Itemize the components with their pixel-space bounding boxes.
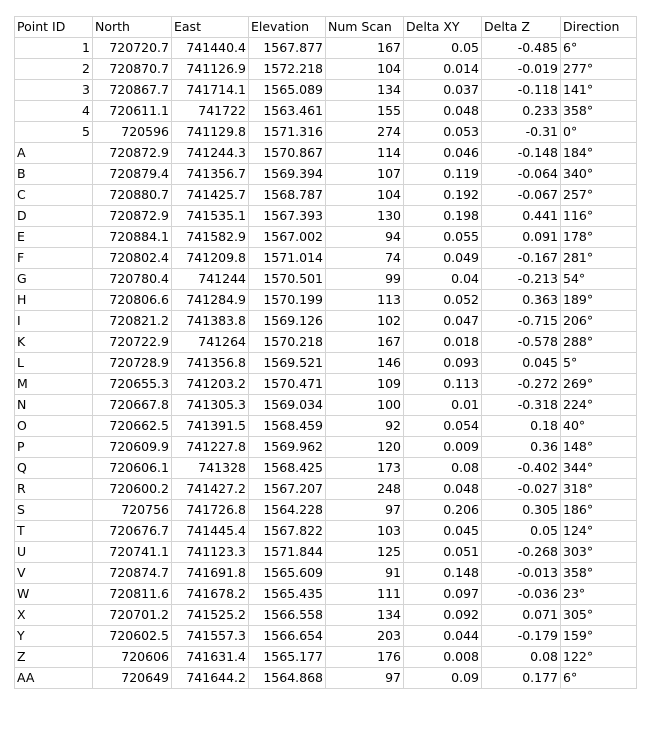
cell-east[interactable]: 741714.1: [172, 80, 249, 101]
cell-elevation[interactable]: 1567.822: [249, 521, 326, 542]
cell-delta-z[interactable]: -0.118: [482, 80, 561, 101]
cell-delta-xy[interactable]: 0.092: [404, 605, 482, 626]
cell-id[interactable]: 2: [15, 59, 93, 80]
column-header-direction[interactable]: Direction: [561, 17, 637, 38]
cell-elevation[interactable]: 1570.218: [249, 332, 326, 353]
cell-north[interactable]: 720722.9: [93, 332, 172, 353]
cell-north[interactable]: 720662.5: [93, 416, 172, 437]
cell-num-scan[interactable]: 92: [326, 416, 404, 437]
cell-elevation[interactable]: 1568.459: [249, 416, 326, 437]
cell-elevation[interactable]: 1570.471: [249, 374, 326, 395]
cell-north[interactable]: 720720.7: [93, 38, 172, 59]
cell-num-scan[interactable]: 167: [326, 38, 404, 59]
column-header-delta-z[interactable]: Delta Z: [482, 17, 561, 38]
cell-direction[interactable]: 281°: [561, 248, 637, 269]
cell-direction[interactable]: 6°: [561, 668, 637, 689]
cell-num-scan[interactable]: 74: [326, 248, 404, 269]
cell-delta-z[interactable]: -0.179: [482, 626, 561, 647]
cell-north[interactable]: 720606: [93, 647, 172, 668]
cell-elevation[interactable]: 1567.877: [249, 38, 326, 59]
cell-north[interactable]: 720606.1: [93, 458, 172, 479]
cell-north[interactable]: 720600.2: [93, 479, 172, 500]
table-row: [15, 38, 637, 59]
cell-east[interactable]: 741284.9: [172, 290, 249, 311]
cell-id[interactable]: K: [15, 332, 93, 353]
cell-direction[interactable]: 206°: [561, 311, 637, 332]
cell-north[interactable]: 720872.9: [93, 206, 172, 227]
cell-id[interactable]: A: [15, 143, 93, 164]
table-row: [15, 185, 637, 206]
cell-east[interactable]: 741383.8: [172, 311, 249, 332]
cell-delta-xy[interactable]: 0.198: [404, 206, 482, 227]
cell-elevation[interactable]: 1571.316: [249, 122, 326, 143]
cell-direction[interactable]: 5°: [561, 353, 637, 374]
table-row: [15, 416, 637, 437]
table-row: [15, 626, 637, 647]
cell-elevation[interactable]: 1563.461: [249, 101, 326, 122]
cell-east[interactable]: 741644.2: [172, 668, 249, 689]
cell-delta-z[interactable]: -0.31: [482, 122, 561, 143]
cell-elevation[interactable]: 1572.218: [249, 59, 326, 80]
cell-num-scan[interactable]: 173: [326, 458, 404, 479]
table-row: [15, 143, 637, 164]
cell-delta-z[interactable]: 0.363: [482, 290, 561, 311]
table-row: [15, 479, 637, 500]
cell-east[interactable]: 741722: [172, 101, 249, 122]
cell-east[interactable]: 741691.8: [172, 563, 249, 584]
cell-direction[interactable]: 305°: [561, 605, 637, 626]
cell-east[interactable]: 741328: [172, 458, 249, 479]
cell-id[interactable]: AA: [15, 668, 93, 689]
cell-id[interactable]: L: [15, 353, 93, 374]
cell-num-scan[interactable]: 146: [326, 353, 404, 374]
cell-east[interactable]: 741391.5: [172, 416, 249, 437]
cell-direction[interactable]: 159°: [561, 626, 637, 647]
table-row: [15, 647, 637, 668]
cell-elevation[interactable]: 1571.014: [249, 248, 326, 269]
cell-delta-xy[interactable]: 0.009: [404, 437, 482, 458]
cell-num-scan[interactable]: 104: [326, 59, 404, 80]
cell-delta-z[interactable]: -0.064: [482, 164, 561, 185]
table-row: [15, 206, 637, 227]
cell-east[interactable]: 741525.2: [172, 605, 249, 626]
cell-direction[interactable]: 6°: [561, 38, 637, 59]
cell-elevation[interactable]: 1565.089: [249, 80, 326, 101]
cell-id[interactable]: N: [15, 395, 93, 416]
cell-elevation[interactable]: 1569.126: [249, 311, 326, 332]
cell-elevation[interactable]: 1570.501: [249, 269, 326, 290]
cell-direction[interactable]: 116°: [561, 206, 637, 227]
cell-delta-xy[interactable]: 0.037: [404, 80, 482, 101]
cell-elevation[interactable]: 1565.177: [249, 647, 326, 668]
cell-direction[interactable]: 178°: [561, 227, 637, 248]
cell-elevation[interactable]: 1566.654: [249, 626, 326, 647]
cell-north[interactable]: 720655.3: [93, 374, 172, 395]
cell-delta-xy[interactable]: 0.148: [404, 563, 482, 584]
table-body: [15, 38, 637, 689]
cell-num-scan[interactable]: 248: [326, 479, 404, 500]
cell-id[interactable]: B: [15, 164, 93, 185]
cell-delta-xy[interactable]: 0.051: [404, 542, 482, 563]
cell-delta-xy[interactable]: 0.048: [404, 101, 482, 122]
cell-east[interactable]: 741427.2: [172, 479, 249, 500]
table-row: [15, 353, 637, 374]
cell-delta-xy[interactable]: 0.049: [404, 248, 482, 269]
cell-delta-xy[interactable]: 0.048: [404, 479, 482, 500]
cell-direction[interactable]: 186°: [561, 500, 637, 521]
cell-delta-xy[interactable]: 0.09: [404, 668, 482, 689]
cell-num-scan[interactable]: 113: [326, 290, 404, 311]
table-row: [15, 584, 637, 605]
cell-delta-z[interactable]: -0.027: [482, 479, 561, 500]
cell-id[interactable]: E: [15, 227, 93, 248]
cell-direction[interactable]: 344°: [561, 458, 637, 479]
cell-north[interactable]: 720806.6: [93, 290, 172, 311]
cell-east[interactable]: 741203.2: [172, 374, 249, 395]
cell-north[interactable]: 720676.7: [93, 521, 172, 542]
cell-east[interactable]: 741305.3: [172, 395, 249, 416]
cell-east[interactable]: 741440.4: [172, 38, 249, 59]
cell-id[interactable]: Y: [15, 626, 93, 647]
table-row: [15, 59, 637, 80]
table-row: [15, 458, 637, 479]
cell-num-scan[interactable]: 91: [326, 563, 404, 584]
cell-delta-z[interactable]: -0.715: [482, 311, 561, 332]
cell-id[interactable]: P: [15, 437, 93, 458]
cell-delta-z[interactable]: 0.071: [482, 605, 561, 626]
cell-direction[interactable]: 303°: [561, 542, 637, 563]
cell-east[interactable]: 741557.3: [172, 626, 249, 647]
cell-direction[interactable]: 184°: [561, 143, 637, 164]
cell-east[interactable]: 741535.1: [172, 206, 249, 227]
cell-id[interactable]: Z: [15, 647, 93, 668]
cell-elevation[interactable]: 1568.425: [249, 458, 326, 479]
cell-elevation[interactable]: 1567.002: [249, 227, 326, 248]
cell-delta-z[interactable]: -0.268: [482, 542, 561, 563]
table-row: [15, 542, 637, 563]
cell-id[interactable]: R: [15, 479, 93, 500]
cell-delta-z[interactable]: -0.485: [482, 38, 561, 59]
cell-id[interactable]: X: [15, 605, 93, 626]
cell-north[interactable]: 720756: [93, 500, 172, 521]
cell-north[interactable]: 720701.2: [93, 605, 172, 626]
cell-direction[interactable]: 358°: [561, 101, 637, 122]
cell-elevation[interactable]: 1565.435: [249, 584, 326, 605]
cell-num-scan[interactable]: 104: [326, 185, 404, 206]
cell-id[interactable]: 4: [15, 101, 93, 122]
cell-id[interactable]: Q: [15, 458, 93, 479]
cell-delta-z[interactable]: -0.036: [482, 584, 561, 605]
cell-id[interactable]: W: [15, 584, 93, 605]
cell-elevation[interactable]: 1564.868: [249, 668, 326, 689]
cell-north[interactable]: 720811.6: [93, 584, 172, 605]
cell-delta-z[interactable]: -0.013: [482, 563, 561, 584]
cell-id[interactable]: H: [15, 290, 93, 311]
table-row: [15, 101, 637, 122]
cell-delta-z[interactable]: 0.18: [482, 416, 561, 437]
point-data-table: [14, 16, 637, 689]
cell-delta-z[interactable]: 0.305: [482, 500, 561, 521]
cell-num-scan[interactable]: 94: [326, 227, 404, 248]
cell-east[interactable]: 741425.7: [172, 185, 249, 206]
table-row: [15, 80, 637, 101]
cell-delta-z[interactable]: 0.045: [482, 353, 561, 374]
cell-delta-z[interactable]: -0.272: [482, 374, 561, 395]
cell-id[interactable]: F: [15, 248, 93, 269]
cell-north[interactable]: 720741.1: [93, 542, 172, 563]
cell-delta-z[interactable]: -0.213: [482, 269, 561, 290]
cell-direction[interactable]: 124°: [561, 521, 637, 542]
cell-num-scan[interactable]: 107: [326, 164, 404, 185]
cell-delta-z[interactable]: 0.177: [482, 668, 561, 689]
header-row: [15, 17, 637, 38]
table-row: [15, 311, 637, 332]
cell-direction[interactable]: 358°: [561, 563, 637, 584]
cell-north[interactable]: 720884.1: [93, 227, 172, 248]
cell-direction[interactable]: 141°: [561, 80, 637, 101]
cell-delta-xy[interactable]: 0.113: [404, 374, 482, 395]
cell-num-scan[interactable]: 97: [326, 668, 404, 689]
cell-delta-z[interactable]: -0.402: [482, 458, 561, 479]
cell-delta-z[interactable]: -0.148: [482, 143, 561, 164]
cell-east[interactable]: 741356.8: [172, 353, 249, 374]
cell-delta-xy[interactable]: 0.052: [404, 290, 482, 311]
cell-num-scan[interactable]: 111: [326, 584, 404, 605]
cell-east[interactable]: 741264: [172, 332, 249, 353]
cell-east[interactable]: 741209.8: [172, 248, 249, 269]
cell-north[interactable]: 720649: [93, 668, 172, 689]
cell-delta-xy[interactable]: 0.046: [404, 143, 482, 164]
cell-num-scan[interactable]: 102: [326, 311, 404, 332]
cell-north[interactable]: 720780.4: [93, 269, 172, 290]
cell-east[interactable]: 741445.4: [172, 521, 249, 542]
cell-delta-xy[interactable]: 0.08: [404, 458, 482, 479]
cell-north[interactable]: 720872.9: [93, 143, 172, 164]
cell-direction[interactable]: 0°: [561, 122, 637, 143]
cell-delta-xy[interactable]: 0.206: [404, 500, 482, 521]
cell-elevation[interactable]: 1567.207: [249, 479, 326, 500]
cell-id[interactable]: T: [15, 521, 93, 542]
cell-delta-z[interactable]: -0.318: [482, 395, 561, 416]
table-row: [15, 269, 637, 290]
cell-delta-xy[interactable]: 0.054: [404, 416, 482, 437]
cell-elevation[interactable]: 1570.867: [249, 143, 326, 164]
cell-num-scan[interactable]: 120: [326, 437, 404, 458]
cell-north[interactable]: 720609.9: [93, 437, 172, 458]
cell-east[interactable]: 741582.9: [172, 227, 249, 248]
cell-id[interactable]: C: [15, 185, 93, 206]
cell-delta-z[interactable]: -0.019: [482, 59, 561, 80]
cell-north[interactable]: 720802.4: [93, 248, 172, 269]
cell-east[interactable]: 741631.4: [172, 647, 249, 668]
cell-num-scan[interactable]: 114: [326, 143, 404, 164]
cell-num-scan[interactable]: 99: [326, 269, 404, 290]
cell-delta-xy[interactable]: 0.04: [404, 269, 482, 290]
cell-num-scan[interactable]: 109: [326, 374, 404, 395]
column-header-north[interactable]: North: [93, 17, 172, 38]
cell-num-scan[interactable]: 103: [326, 521, 404, 542]
column-header-id[interactable]: Point ID: [15, 17, 93, 38]
cell-delta-z[interactable]: 0.091: [482, 227, 561, 248]
cell-north[interactable]: 720667.8: [93, 395, 172, 416]
cell-east[interactable]: 741726.8: [172, 500, 249, 521]
cell-delta-xy[interactable]: 0.018: [404, 332, 482, 353]
cell-north[interactable]: 720611.1: [93, 101, 172, 122]
cell-elevation[interactable]: 1566.558: [249, 605, 326, 626]
cell-direction[interactable]: 340°: [561, 164, 637, 185]
table-row: [15, 227, 637, 248]
cell-north[interactable]: 720728.9: [93, 353, 172, 374]
column-header-elevation[interactable]: Elevation: [249, 17, 326, 38]
cell-north[interactable]: 720879.4: [93, 164, 172, 185]
cell-delta-xy[interactable]: 0.014: [404, 59, 482, 80]
table-row: [15, 374, 637, 395]
cell-direction[interactable]: 288°: [561, 332, 637, 353]
cell-direction[interactable]: 318°: [561, 479, 637, 500]
cell-num-scan[interactable]: 155: [326, 101, 404, 122]
cell-delta-xy[interactable]: 0.047: [404, 311, 482, 332]
cell-delta-z[interactable]: 0.08: [482, 647, 561, 668]
cell-north[interactable]: 720880.7: [93, 185, 172, 206]
cell-elevation[interactable]: 1564.228: [249, 500, 326, 521]
cell-east[interactable]: 741227.8: [172, 437, 249, 458]
cell-num-scan[interactable]: 134: [326, 605, 404, 626]
cell-direction[interactable]: 189°: [561, 290, 637, 311]
cell-north[interactable]: 720821.2: [93, 311, 172, 332]
cell-id[interactable]: M: [15, 374, 93, 395]
cell-delta-xy[interactable]: 0.119: [404, 164, 482, 185]
cell-direction[interactable]: 23°: [561, 584, 637, 605]
cell-id[interactable]: 5: [15, 122, 93, 143]
cell-north[interactable]: 720596: [93, 122, 172, 143]
cell-direction[interactable]: 269°: [561, 374, 637, 395]
cell-num-scan[interactable]: 274: [326, 122, 404, 143]
cell-direction[interactable]: 257°: [561, 185, 637, 206]
cell-east[interactable]: 741123.3: [172, 542, 249, 563]
cell-elevation[interactable]: 1565.609: [249, 563, 326, 584]
cell-id[interactable]: S: [15, 500, 93, 521]
cell-direction[interactable]: 40°: [561, 416, 637, 437]
cell-delta-xy[interactable]: 0.055: [404, 227, 482, 248]
cell-elevation[interactable]: 1568.787: [249, 185, 326, 206]
column-header-num-scan[interactable]: Num Scan: [326, 17, 404, 38]
cell-id[interactable]: O: [15, 416, 93, 437]
cell-elevation[interactable]: 1569.034: [249, 395, 326, 416]
cell-num-scan[interactable]: 134: [326, 80, 404, 101]
cell-id[interactable]: I: [15, 311, 93, 332]
table-row: [15, 332, 637, 353]
cell-num-scan[interactable]: 176: [326, 647, 404, 668]
cell-direction[interactable]: 122°: [561, 647, 637, 668]
cell-north[interactable]: 720867.7: [93, 80, 172, 101]
table-header: [15, 17, 637, 38]
table-row: [15, 605, 637, 626]
cell-num-scan[interactable]: 125: [326, 542, 404, 563]
cell-delta-z[interactable]: -0.067: [482, 185, 561, 206]
cell-delta-xy[interactable]: 0.192: [404, 185, 482, 206]
table-row: [15, 122, 637, 143]
cell-delta-xy[interactable]: 0.008: [404, 647, 482, 668]
cell-id[interactable]: G: [15, 269, 93, 290]
cell-delta-xy[interactable]: 0.045: [404, 521, 482, 542]
cell-num-scan[interactable]: 100: [326, 395, 404, 416]
cell-num-scan[interactable]: 167: [326, 332, 404, 353]
cell-north[interactable]: 720874.7: [93, 563, 172, 584]
cell-elevation[interactable]: 1569.521: [249, 353, 326, 374]
cell-east[interactable]: 741126.9: [172, 59, 249, 80]
cell-delta-z[interactable]: -0.578: [482, 332, 561, 353]
table-row: [15, 437, 637, 458]
cell-north[interactable]: 720870.7: [93, 59, 172, 80]
cell-delta-z[interactable]: 0.05: [482, 521, 561, 542]
column-header-east[interactable]: East: [172, 17, 249, 38]
cell-east[interactable]: 741678.2: [172, 584, 249, 605]
cell-num-scan[interactable]: 130: [326, 206, 404, 227]
table-row: [15, 164, 637, 185]
cell-delta-z[interactable]: -0.167: [482, 248, 561, 269]
cell-elevation[interactable]: 1567.393: [249, 206, 326, 227]
cell-elevation[interactable]: 1569.394: [249, 164, 326, 185]
cell-delta-z[interactable]: 0.233: [482, 101, 561, 122]
cell-east[interactable]: 741244: [172, 269, 249, 290]
cell-delta-xy[interactable]: 0.044: [404, 626, 482, 647]
table-row: [15, 395, 637, 416]
cell-direction[interactable]: 277°: [561, 59, 637, 80]
table-row: [15, 248, 637, 269]
cell-id[interactable]: D: [15, 206, 93, 227]
table-row: [15, 290, 637, 311]
cell-direction[interactable]: 224°: [561, 395, 637, 416]
cell-id[interactable]: U: [15, 542, 93, 563]
cell-east[interactable]: 741129.8: [172, 122, 249, 143]
table-row: [15, 668, 637, 689]
cell-elevation[interactable]: 1570.199: [249, 290, 326, 311]
cell-elevation[interactable]: 1569.962: [249, 437, 326, 458]
cell-elevation[interactable]: 1571.844: [249, 542, 326, 563]
cell-delta-xy[interactable]: 0.05: [404, 38, 482, 59]
cell-id[interactable]: 3: [15, 80, 93, 101]
cell-delta-xy[interactable]: 0.097: [404, 584, 482, 605]
column-header-delta-xy[interactable]: Delta XY: [404, 17, 482, 38]
cell-direction[interactable]: 54°: [561, 269, 637, 290]
table-row: [15, 563, 637, 584]
cell-east[interactable]: 741244.3: [172, 143, 249, 164]
cell-num-scan[interactable]: 97: [326, 500, 404, 521]
cell-delta-xy[interactable]: 0.093: [404, 353, 482, 374]
cell-id[interactable]: 1: [15, 38, 93, 59]
cell-id[interactable]: V: [15, 563, 93, 584]
table-row: [15, 521, 637, 542]
cell-north[interactable]: 720602.5: [93, 626, 172, 647]
cell-delta-z[interactable]: 0.441: [482, 206, 561, 227]
cell-east[interactable]: 741356.7: [172, 164, 249, 185]
cell-direction[interactable]: 148°: [561, 437, 637, 458]
table-row: [15, 500, 637, 521]
cell-num-scan[interactable]: 203: [326, 626, 404, 647]
cell-delta-xy[interactable]: 0.053: [404, 122, 482, 143]
cell-delta-xy[interactable]: 0.01: [404, 395, 482, 416]
cell-delta-z[interactable]: 0.36: [482, 437, 561, 458]
